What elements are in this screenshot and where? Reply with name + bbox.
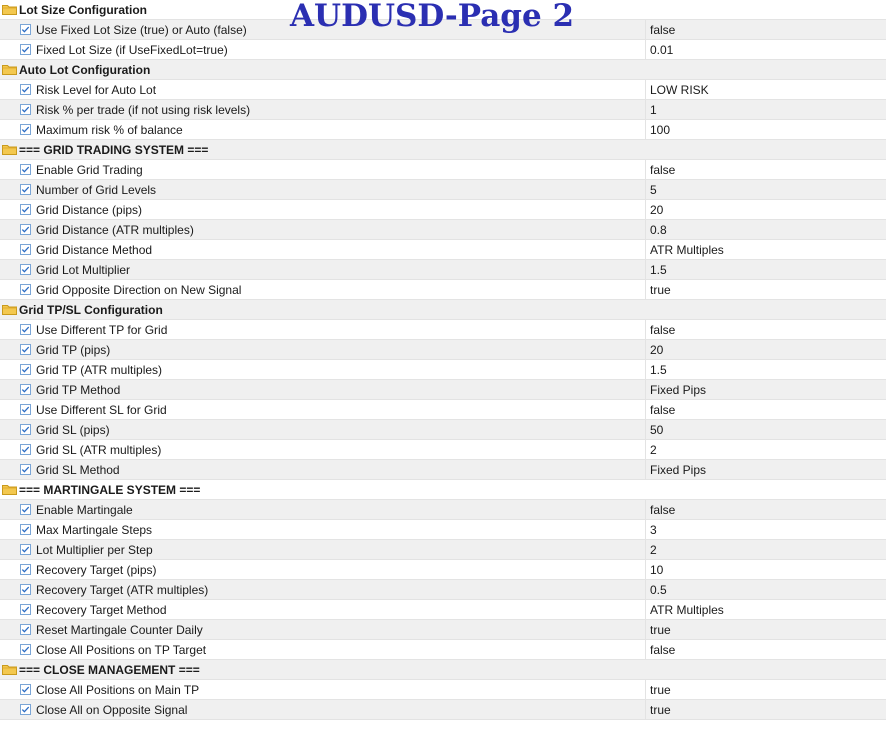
param-label: Recovery Target (pips) <box>36 562 157 577</box>
param-name-cell[interactable] <box>0 380 646 399</box>
checkbox-icon[interactable] <box>20 124 31 135</box>
param-value-cell[interactable] <box>650 240 724 259</box>
param-value: false <box>650 162 676 177</box>
param-label: Grid Lot Multiplier <box>36 262 131 277</box>
param-value: ATR Multiples <box>650 602 724 617</box>
param-row-reset-martingale-counter-daily[interactable] <box>0 620 886 640</box>
group-row-martingale-system[interactable] <box>0 480 886 500</box>
param-name-cell[interactable] <box>0 640 646 659</box>
param-row-grid-distance-atr-multiples[interactable] <box>0 220 886 240</box>
param-label: Grid Distance (pips) <box>36 202 143 217</box>
checkbox-icon[interactable] <box>20 24 31 35</box>
param-value: ATR Multiples <box>650 242 724 257</box>
param-value: true <box>650 682 671 697</box>
group-row-auto-lot-configuration[interactable] <box>0 60 886 80</box>
param-label: Lot Multiplier per Step <box>36 542 153 557</box>
param-value-cell[interactable] <box>650 420 663 439</box>
group-header[interactable] <box>0 480 886 499</box>
param-value: false <box>650 322 676 337</box>
param-row-lot-multiplier-per-step[interactable] <box>0 540 886 560</box>
param-label: Enable Martingale <box>36 502 133 517</box>
param-value: 100 <box>650 122 671 137</box>
param-value-cell[interactable] <box>650 320 675 339</box>
param-value: true <box>650 282 671 297</box>
param-value-cell[interactable] <box>650 180 657 199</box>
param-label: Close All Positions on TP Target <box>36 642 207 657</box>
param-label: Grid SL (ATR multiples) <box>36 442 162 457</box>
param-label: Grid TP Method <box>36 382 121 397</box>
param-label: Grid Distance Method <box>36 242 153 257</box>
param-label: Reset Martingale Counter Daily <box>36 622 203 637</box>
checkbox-icon[interactable] <box>20 84 31 95</box>
param-value-cell[interactable] <box>650 640 675 659</box>
checkbox-icon[interactable] <box>20 644 31 655</box>
param-name-cell[interactable] <box>0 580 646 599</box>
checkbox-icon[interactable] <box>20 544 31 555</box>
checkbox-icon[interactable] <box>20 584 31 595</box>
param-name-cell[interactable] <box>0 240 646 259</box>
param-value-cell[interactable] <box>650 680 671 699</box>
checkbox-icon[interactable] <box>20 184 31 195</box>
param-row-risk-level-for-auto-lot[interactable] <box>0 80 886 100</box>
param-label: Risk Level for Auto Lot <box>36 82 157 97</box>
checkbox-icon[interactable] <box>20 104 31 115</box>
checkbox-icon[interactable] <box>20 464 31 475</box>
param-label: Grid SL (pips) <box>36 422 110 437</box>
param-name-cell[interactable] <box>0 500 646 519</box>
param-value: true <box>650 622 671 637</box>
param-value: true <box>650 702 671 717</box>
param-value: 20 <box>650 202 664 217</box>
param-label: Grid TP (ATR multiples) <box>36 362 163 377</box>
param-value: 3 <box>650 522 657 537</box>
param-row-grid-distance-pips[interactable] <box>0 200 886 220</box>
param-label: Max Martingale Steps <box>36 522 153 537</box>
param-label: Grid TP (pips) <box>36 342 111 357</box>
param-row-grid-distance-method[interactable] <box>0 240 886 260</box>
param-value: Fixed Pips <box>650 382 707 397</box>
group-row-grid-tp-sl-configuration[interactable] <box>0 300 886 320</box>
group-label: Auto Lot Configuration <box>19 62 151 77</box>
param-value-cell[interactable] <box>650 700 671 719</box>
param-value-cell[interactable] <box>650 40 673 59</box>
folder-icon <box>2 4 17 15</box>
param-label: Use Different TP for Grid <box>36 322 168 337</box>
param-label: Risk % per trade (if not using risk levels) <box>36 102 251 117</box>
param-name-cell[interactable] <box>0 100 646 119</box>
param-value: LOW RISK <box>650 82 709 97</box>
checkbox-icon[interactable] <box>20 604 31 615</box>
param-row-fixed-lot-size-if-usefixedlot-true[interactable] <box>0 40 886 60</box>
param-value-cell[interactable] <box>650 100 657 119</box>
group-label: Lot Size Configuration <box>19 2 147 17</box>
checkbox-icon[interactable] <box>20 264 31 275</box>
param-name-cell[interactable] <box>0 280 646 299</box>
param-name-cell[interactable] <box>0 700 646 719</box>
param-value: false <box>650 402 676 417</box>
checkbox-icon[interactable] <box>20 204 31 215</box>
checkbox-icon[interactable] <box>20 164 31 175</box>
param-row-recovery-target-pips[interactable] <box>0 560 886 580</box>
param-name-cell[interactable] <box>0 80 646 99</box>
folder-icon <box>2 144 17 155</box>
checkbox-icon[interactable] <box>20 624 31 635</box>
param-row-close-all-positions-on-main-tp[interactable] <box>0 680 886 700</box>
param-value-cell[interactable] <box>650 20 675 39</box>
param-value: 1.5 <box>650 362 667 377</box>
param-row-number-of-grid-levels[interactable] <box>0 180 886 200</box>
param-value: 20 <box>650 342 664 357</box>
param-row-grid-tp-method[interactable] <box>0 380 886 400</box>
param-value: 0.01 <box>650 42 674 57</box>
param-row-recovery-target-method[interactable] <box>0 600 886 620</box>
param-label: Use Different SL for Grid <box>36 402 167 417</box>
param-label: Maximum risk % of balance <box>36 122 183 137</box>
group-label: === GRID TRADING SYSTEM === <box>19 142 209 157</box>
param-label: Use Fixed Lot Size (true) or Auto (false) <box>36 22 247 37</box>
folder-icon <box>2 664 17 675</box>
group-row-grid-trading-system[interactable] <box>0 140 886 160</box>
checkbox-icon[interactable] <box>20 404 31 415</box>
param-name-cell[interactable] <box>0 560 646 579</box>
param-value-cell[interactable] <box>650 500 675 519</box>
checkbox-icon[interactable] <box>20 224 31 235</box>
param-value: 2 <box>650 542 657 557</box>
param-row-recovery-target-atr-multiples[interactable] <box>0 580 886 600</box>
folder-icon <box>2 484 17 495</box>
param-value-cell[interactable] <box>650 200 663 219</box>
param-name-cell[interactable] <box>0 340 646 359</box>
param-value-cell[interactable] <box>650 360 667 379</box>
checkbox-icon[interactable] <box>20 384 31 395</box>
checkbox-icon[interactable] <box>20 704 31 715</box>
param-label: Recovery Target (ATR multiples) <box>36 582 209 597</box>
param-value-cell[interactable] <box>650 160 675 179</box>
param-value-cell[interactable] <box>650 400 675 419</box>
checkbox-icon[interactable] <box>20 684 31 695</box>
param-name-cell[interactable] <box>0 120 646 139</box>
group-label: === CLOSE MANAGEMENT === <box>19 662 200 677</box>
param-value: 1 <box>650 102 657 117</box>
param-name-cell[interactable] <box>0 600 646 619</box>
param-label: Grid SL Method <box>36 462 120 477</box>
param-row-grid-sl-pips[interactable] <box>0 420 886 440</box>
param-row-risk-per-trade-if-not-using-risk-levels[interactable] <box>0 100 886 120</box>
param-row-grid-sl-atr-multiples[interactable] <box>0 440 886 460</box>
group-header[interactable] <box>0 660 886 679</box>
checkbox-icon[interactable] <box>20 284 31 295</box>
param-name-cell[interactable] <box>0 400 646 419</box>
folder-icon <box>2 304 17 315</box>
param-value: 10 <box>650 562 664 577</box>
checkbox-icon[interactable] <box>20 424 31 435</box>
checkbox-icon[interactable] <box>20 564 31 575</box>
param-value: 50 <box>650 422 664 437</box>
param-row-grid-tp-atr-multiples[interactable] <box>0 360 886 380</box>
page-watermark: AUDUSD-Page 2 <box>290 0 575 34</box>
param-label: Fixed Lot Size (if UseFixedLot=true) <box>36 42 228 57</box>
param-name-cell[interactable] <box>0 540 646 559</box>
param-value-cell[interactable] <box>650 520 657 539</box>
param-name-cell[interactable] <box>0 160 646 179</box>
param-value-cell[interactable] <box>650 380 706 399</box>
param-value-cell[interactable] <box>650 340 663 359</box>
param-name-cell[interactable] <box>0 420 646 439</box>
group-header[interactable] <box>0 300 886 319</box>
param-name-cell[interactable] <box>0 620 646 639</box>
param-value: 1.5 <box>650 262 667 277</box>
param-value-cell[interactable] <box>650 600 724 619</box>
param-value-cell[interactable] <box>650 120 670 139</box>
param-name-cell[interactable] <box>0 520 646 539</box>
param-name-cell[interactable] <box>0 220 646 239</box>
group-label: Grid TP/SL Configuration <box>19 302 163 317</box>
checkbox-icon[interactable] <box>20 364 31 375</box>
param-value-cell[interactable] <box>650 620 671 639</box>
param-row-grid-sl-method[interactable] <box>0 460 886 480</box>
param-label: Number of Grid Levels <box>36 182 157 197</box>
param-value-cell[interactable] <box>650 260 667 279</box>
param-value-cell[interactable] <box>650 580 667 599</box>
param-row-grid-opposite-direction-on-new-signal[interactable] <box>0 280 886 300</box>
param-name-cell[interactable] <box>0 360 646 379</box>
param-row-use-different-sl-for-grid[interactable] <box>0 400 886 420</box>
group-row-close-management[interactable] <box>0 660 886 680</box>
param-row-max-martingale-steps[interactable] <box>0 520 886 540</box>
checkbox-icon[interactable] <box>20 344 31 355</box>
checkbox-icon[interactable] <box>20 504 31 515</box>
group-header[interactable] <box>0 60 886 79</box>
param-value: Fixed Pips <box>650 462 707 477</box>
param-row-grid-lot-multiplier[interactable] <box>0 260 886 280</box>
param-name-cell[interactable] <box>0 680 646 699</box>
checkbox-icon[interactable] <box>20 44 31 55</box>
param-name-cell[interactable] <box>0 440 646 459</box>
param-value: false <box>650 642 676 657</box>
param-label: Close All Positions on Main TP <box>36 682 200 697</box>
param-label: Recovery Target Method <box>36 602 167 617</box>
param-value-cell[interactable] <box>650 560 663 579</box>
param-name-cell[interactable] <box>0 180 646 199</box>
checkbox-icon[interactable] <box>20 244 31 255</box>
param-value: 2 <box>650 442 657 457</box>
param-value: 0.8 <box>650 222 667 237</box>
param-label: Close All on Opposite Signal <box>36 702 188 717</box>
folder-icon <box>2 64 17 75</box>
param-label: Grid Opposite Direction on New Signal <box>36 282 242 297</box>
param-name-cell[interactable] <box>0 40 646 59</box>
checkbox-icon[interactable] <box>20 324 31 335</box>
param-name-cell[interactable] <box>0 200 646 219</box>
param-value: false <box>650 22 676 37</box>
checkbox-icon[interactable] <box>20 524 31 535</box>
param-row-enable-grid-trading[interactable] <box>0 160 886 180</box>
param-value: false <box>650 502 676 517</box>
param-value-cell[interactable] <box>650 460 706 479</box>
param-value-cell[interactable] <box>650 440 657 459</box>
param-value: 0.5 <box>650 582 667 597</box>
param-row-use-different-tp-for-grid[interactable] <box>0 320 886 340</box>
param-row-enable-martingale[interactable] <box>0 500 886 520</box>
param-row-grid-tp-pips[interactable] <box>0 340 886 360</box>
param-value-cell[interactable] <box>650 280 671 299</box>
param-value-cell[interactable] <box>650 80 709 99</box>
checkbox-icon[interactable] <box>20 444 31 455</box>
param-label: Grid Distance (ATR multiples) <box>36 222 194 237</box>
param-value-cell[interactable] <box>650 220 667 239</box>
group-label: === MARTINGALE SYSTEM === <box>19 482 201 497</box>
param-value-cell[interactable] <box>650 540 657 559</box>
param-label: Enable Grid Trading <box>36 162 143 177</box>
param-name-cell[interactable] <box>0 320 646 339</box>
param-value: 5 <box>650 182 657 197</box>
param-row-maximum-risk-of-balance[interactable] <box>0 120 886 140</box>
param-name-cell[interactable] <box>0 460 646 479</box>
group-header[interactable] <box>0 140 886 159</box>
param-row-close-all-on-opposite-signal[interactable] <box>0 700 886 720</box>
param-name-cell[interactable] <box>0 260 646 279</box>
param-row-close-all-positions-on-tp-target[interactable] <box>0 640 886 660</box>
